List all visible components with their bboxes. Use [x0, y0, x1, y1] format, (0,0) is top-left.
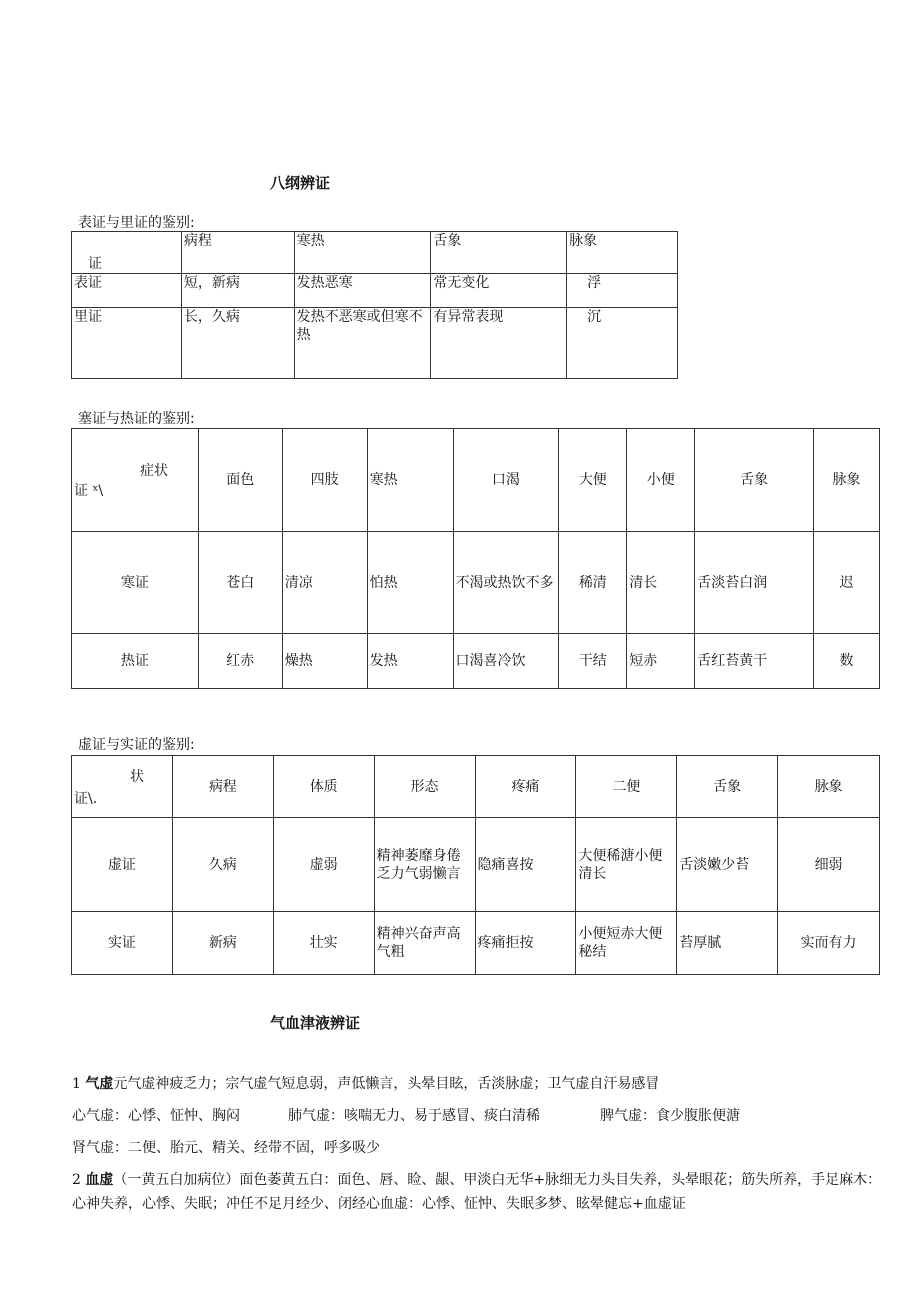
table-cell: 短赤 — [627, 634, 695, 689]
table-cell: 红赤 — [198, 634, 282, 689]
table-cell: 久病 — [172, 818, 273, 912]
table-cell: 常无变化 — [431, 274, 567, 308]
table-cell: 实而有力 — [778, 912, 880, 975]
table-cell: 虚弱 — [273, 818, 374, 912]
pi-qixu: 脾气虚：食少腹胀便溏 — [600, 1108, 740, 1124]
table1-header: 舌象 — [431, 232, 567, 274]
table1-header: 病程 — [181, 232, 294, 274]
corner-bottom-label: 证 ˣ\ — [74, 483, 104, 499]
table-cell: 有异常表现 — [431, 308, 567, 379]
table2-header: 小便 — [627, 429, 695, 532]
table-cell: 干结 — [559, 634, 627, 689]
table-cell: 稀清 — [559, 532, 627, 634]
shen-qixu: 肾气虚：二便、胎元、精关、经带不固，呼多吸少 — [72, 1140, 380, 1156]
table-cell: 口渴喜冷饮 — [453, 634, 559, 689]
row-label: 虚证 — [72, 818, 173, 912]
table-row — [72, 308, 678, 379]
table2-header: 脉象 — [814, 429, 880, 532]
item-number: 2 — [72, 1172, 86, 1188]
table-cell: 精神萎靡身倦乏力气弱懒言 — [374, 818, 475, 912]
term-qixu: 气虚 — [85, 1076, 114, 1092]
paragraph-organs-qixu — [72, 1104, 884, 1128]
table-row — [72, 532, 880, 634]
table-cell: 舌淡苔白润 — [695, 532, 814, 634]
table-cell: 迟 — [814, 532, 880, 634]
table2-header: 口渴 — [453, 429, 559, 532]
paragraph-text: （一黄五白加病位）面色萎黄五白：面色、唇、睑、龈、甲淡白无华+脉细无力头目失养，头晕眼花；筋失所养，手足麻木：心神失养，心悸、失眠；冲任不足月经少、闭经心血虚：心悸、怔忡、失眠多梦、眩晕健忘+血虚证 — [72, 1172, 882, 1212]
table-cell: 舌淡嫩少苔 — [677, 818, 778, 912]
table-cell: 疼痛拒按 — [475, 912, 576, 975]
table3-header: 病程 — [172, 756, 273, 818]
table1-corner: 证 — [72, 232, 182, 274]
row-label: 寒证 — [72, 532, 199, 634]
table2-header: 四肢 — [282, 429, 367, 532]
table-cell: 大便稀溏小便清长 — [576, 818, 677, 912]
table-row — [72, 818, 880, 912]
table-biao-li — [71, 231, 678, 379]
table-cell: 短，新病 — [181, 274, 294, 308]
table-cell: 发热 — [367, 634, 453, 689]
table3-header: 体质 — [273, 756, 374, 818]
table-cell: 小便短赤大便秘结 — [576, 912, 677, 975]
table-cell: 发热恶寒 — [294, 274, 431, 308]
table3-corner — [72, 756, 173, 818]
row-label: 里证 — [72, 308, 182, 379]
corner-top-label: 症状 — [140, 463, 168, 479]
table-han-re — [71, 428, 880, 689]
paragraph-qixu — [72, 1072, 884, 1096]
table2-corner — [72, 429, 199, 532]
table-cell: 新病 — [172, 912, 273, 975]
section-title-qixue: 气血津液辨证 — [269, 1014, 360, 1032]
table-cell: 壮实 — [273, 912, 374, 975]
table2-header: 面色 — [198, 429, 282, 532]
table2-header: 寒热 — [367, 429, 453, 532]
table-cell: 长，久病 — [181, 308, 294, 379]
paragraph-shen-qixu — [72, 1136, 884, 1160]
table1-header: 脉象 — [567, 232, 678, 274]
term-xuexu: 血虚 — [85, 1172, 114, 1188]
table2-caption: 塞证与热证的鉴别: — [78, 411, 195, 427]
table-row — [72, 634, 880, 689]
table-cell: 发热不恶寒或但寒不热 — [294, 308, 431, 379]
table3-header: 舌象 — [677, 756, 778, 818]
table-cell: 清凉 — [282, 532, 367, 634]
row-label: 表证 — [72, 274, 182, 308]
section-title-bagang: 八纲辨证 — [269, 174, 330, 192]
table-cell: 舌红苔黄干 — [695, 634, 814, 689]
table3-header: 脉象 — [778, 756, 880, 818]
table-row — [72, 912, 880, 975]
paragraph-text: 元气虚神疲乏力；宗气虚气短息弱，声低懒言，头晕目眩，舌淡脉虚；卫气虚自汗易感冒 — [113, 1076, 660, 1092]
item-number: 1 — [72, 1076, 86, 1092]
table-cell: 不渴或热饮不多 — [453, 532, 559, 634]
table3-header: 形态 — [374, 756, 475, 818]
row-label: 热证 — [72, 634, 199, 689]
table-row — [72, 274, 678, 308]
table-cell: 燥热 — [282, 634, 367, 689]
table-cell: 隐痛喜按 — [475, 818, 576, 912]
table3-header: 疼痛 — [475, 756, 576, 818]
table3-header: 二便 — [576, 756, 677, 818]
table1-caption: 表证与里证的鉴别: — [78, 215, 195, 231]
table-cell: 清长 — [627, 532, 695, 634]
table-cell: 精神兴奋声高气粗 — [374, 912, 475, 975]
table-cell: 苍白 — [198, 532, 282, 634]
table3-caption: 虚证与实证的鉴别: — [78, 737, 195, 753]
table2-header: 舌象 — [695, 429, 814, 532]
table-cell: 沉 — [567, 308, 678, 379]
table-cell: 怕热 — [367, 532, 453, 634]
fei-qixu: 肺气虚：咳喘无力、易于感冒、痰白清稀 — [288, 1108, 540, 1124]
corner-top-label: 状 — [130, 769, 144, 785]
table1-header: 寒热 — [294, 232, 431, 274]
paragraph-xuexu — [72, 1168, 884, 1216]
table2-header: 大便 — [559, 429, 627, 532]
table-cell: 苔厚腻 — [677, 912, 778, 975]
corner-bottom-label: 证\. — [74, 791, 98, 807]
table-cell: 浮 — [567, 274, 678, 308]
table-cell: 细弱 — [778, 818, 880, 912]
table-cell: 数 — [814, 634, 880, 689]
xin-qixu: 心气虚：心悸、怔忡、胸闷 — [72, 1108, 240, 1124]
row-label: 实证 — [72, 912, 173, 975]
table-xu-shi — [71, 755, 880, 975]
